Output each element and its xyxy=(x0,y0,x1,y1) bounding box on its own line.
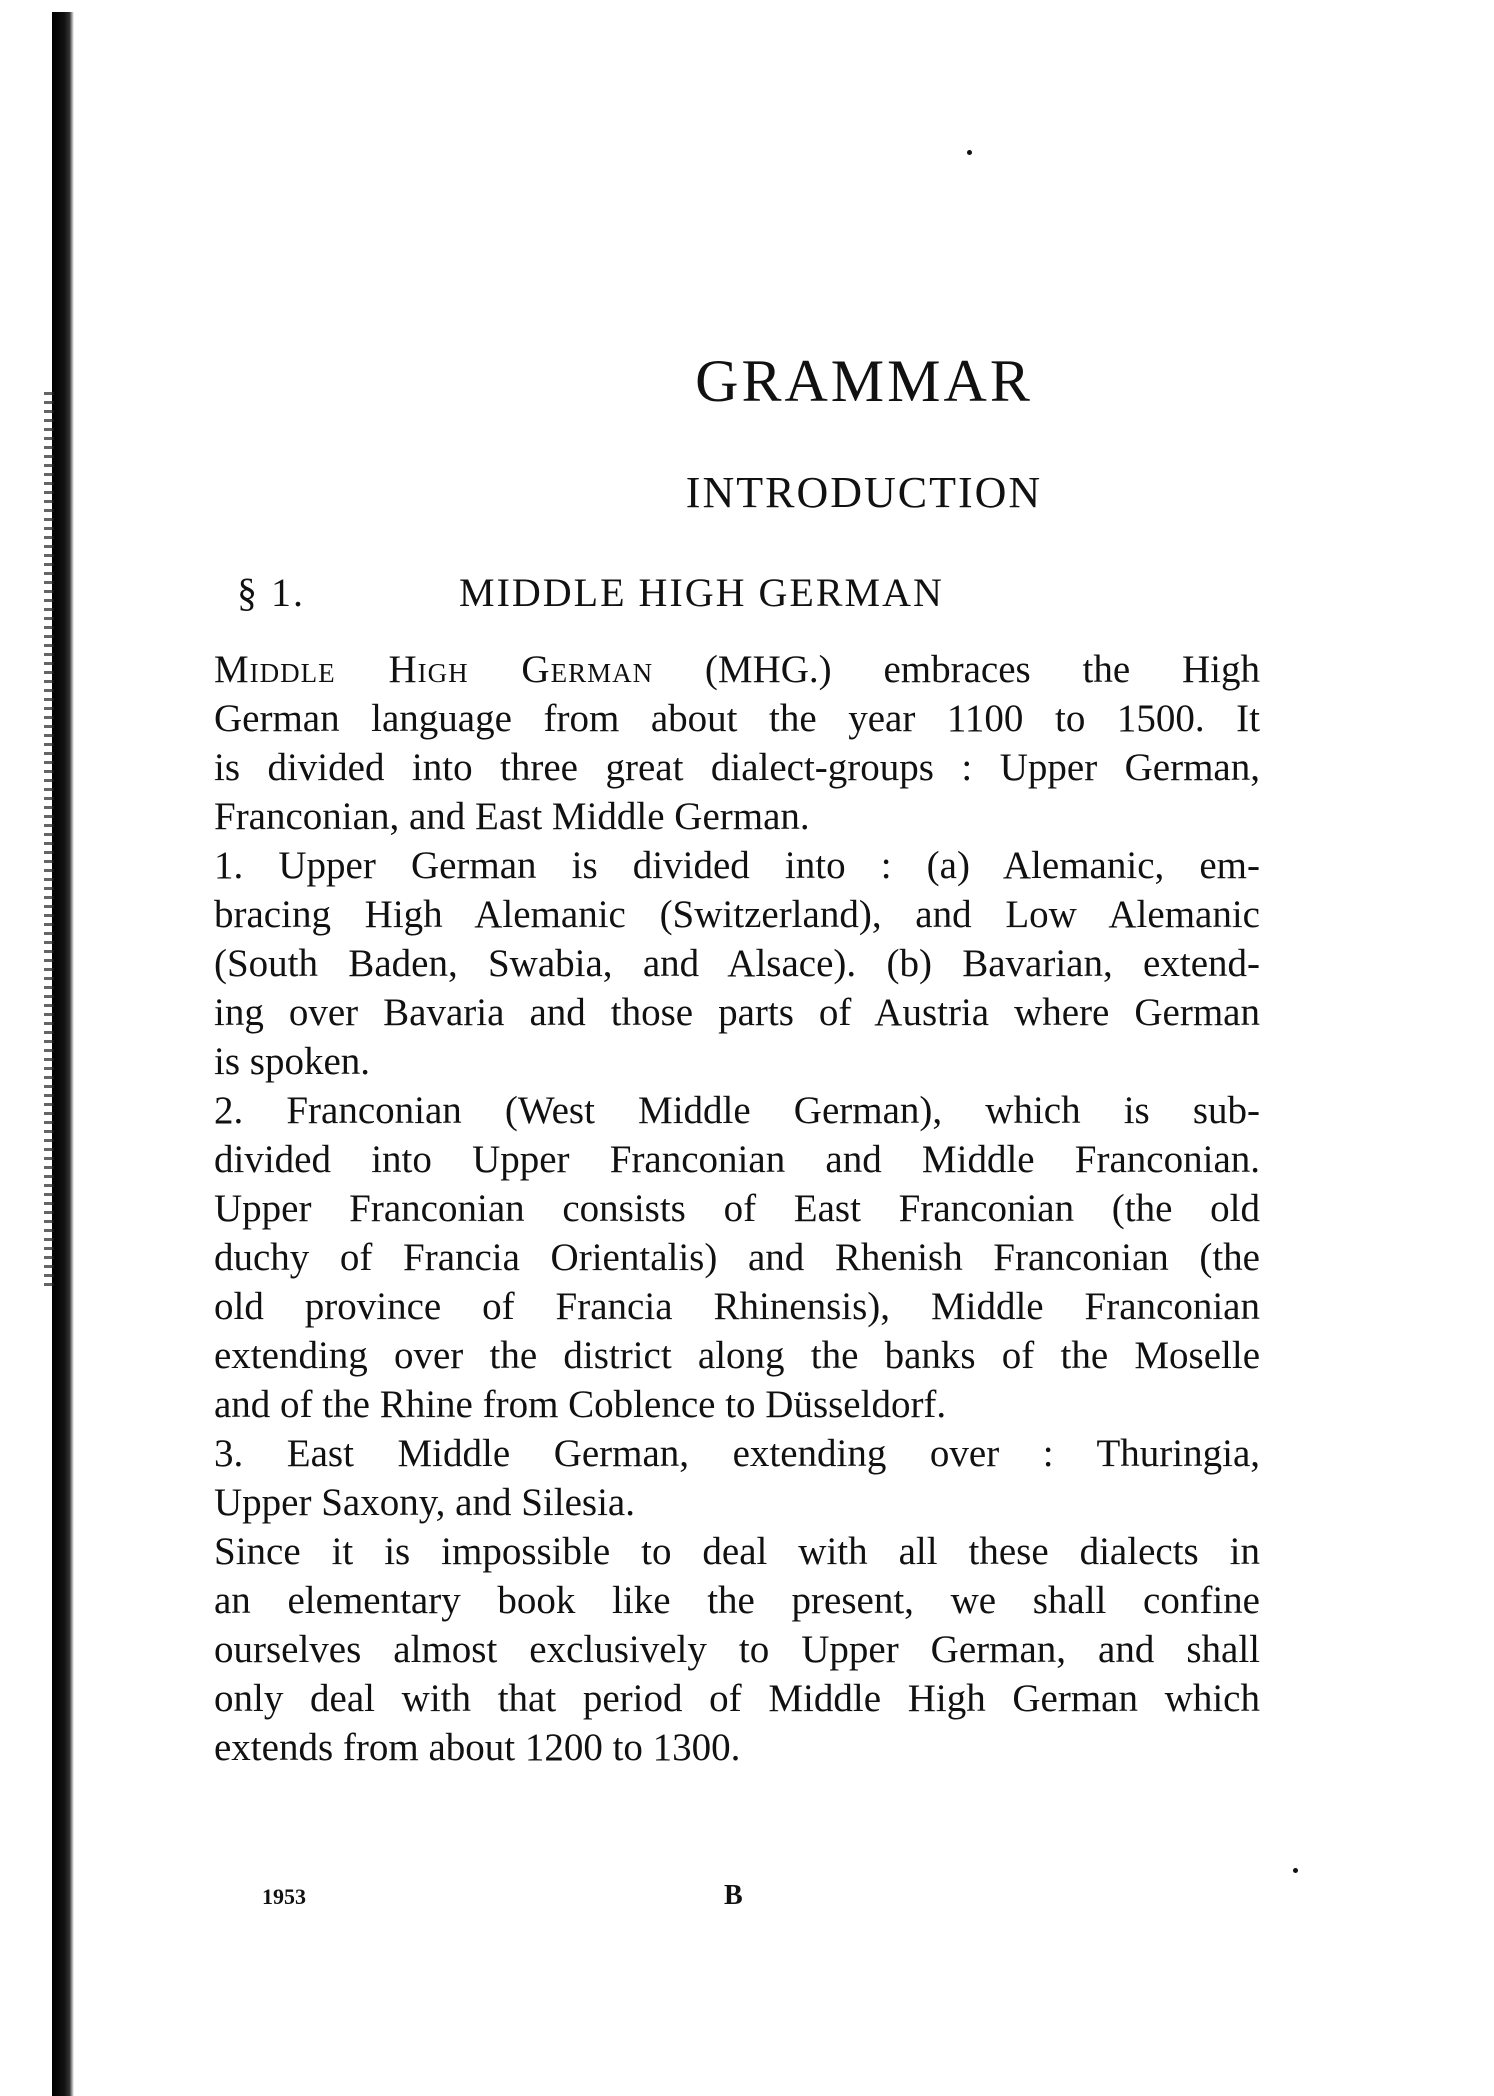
page-title: GRAMMAR xyxy=(695,348,1033,414)
text-line: only deal with that period of Middle High German which xyxy=(214,1677,1260,1720)
text-line: Franconian, and East Middle German. xyxy=(214,795,810,838)
text-line: divided into Upper Franconian and Middle Franconian. xyxy=(214,1138,1260,1181)
paragraph-scope xyxy=(214,1527,1260,1772)
text-line: 3. East Middle German, extending over : Thuringia, xyxy=(214,1432,1260,1475)
paragraph-intro xyxy=(214,645,1260,841)
text-line: Since it is impossible to deal with all these dialects in xyxy=(214,1530,1260,1573)
text-line: is spoken. xyxy=(214,1040,370,1083)
chapter-title: INTRODUCTION xyxy=(685,468,1043,517)
line-text: (MHG.) embraces the High xyxy=(653,648,1260,691)
scanned-binding-edge xyxy=(52,12,74,2096)
section-title: MIDDLE HIGH GERMAN xyxy=(459,570,944,615)
section-number: § 1. xyxy=(237,570,305,615)
text-line: old province of Francia Rhinensis), Middle Franconian xyxy=(214,1285,1260,1328)
text-line: 2. Franconian (West Middle German), which is sub- xyxy=(214,1089,1260,1132)
body-text xyxy=(214,645,1260,1772)
text-line: Upper Franconian consists of East Franconian (the old xyxy=(214,1187,1260,1230)
text-line: bracing High Alemanic (Switzerland), and Low Alemanic xyxy=(214,893,1260,936)
paragraph-east-middle-german xyxy=(214,1429,1260,1527)
lead-smallcaps: Middle High German xyxy=(214,648,654,691)
text-line: duchy of Francia Orientalis) and Rhenish Franconian (the xyxy=(214,1236,1260,1279)
text-line: 1. Upper German is divided into : (a) Alemanic, em- xyxy=(214,844,1260,887)
text-line: ing over Bavaria and those parts of Austria where German xyxy=(214,991,1260,1034)
text-line: extending over the district along the banks of the Moselle xyxy=(214,1334,1260,1377)
paragraph-upper-german xyxy=(214,841,1260,1086)
text-line: extends from about 1200 to 1300. xyxy=(214,1726,741,1769)
text-line: ourselves almost exclusively to Upper German, and shall xyxy=(214,1628,1260,1671)
section-heading xyxy=(237,565,1257,621)
signature-letter: B xyxy=(724,1880,743,1911)
text-line: German language from about the year 1100 to 1500. It xyxy=(214,697,1260,740)
text-line xyxy=(214,645,1260,694)
text-line: is divided into three great dialect-groups : Upper German, xyxy=(214,746,1260,789)
text-line: an elementary book like the present, we shall confine xyxy=(214,1579,1260,1622)
paragraph-franconian xyxy=(214,1086,1260,1429)
page-footer xyxy=(0,1880,1494,1920)
text-line: and of the Rhine from Coblence to Düsseldorf. xyxy=(214,1383,947,1426)
ink-speck xyxy=(967,150,972,155)
text-line: Upper Saxony, and Silesia. xyxy=(214,1481,635,1524)
text-line: (South Baden, Swabia, and Alsace). (b) Bavarian, extend- xyxy=(214,942,1260,985)
ink-speck xyxy=(1293,1868,1298,1873)
signature-number: 1953 xyxy=(262,1884,306,1909)
